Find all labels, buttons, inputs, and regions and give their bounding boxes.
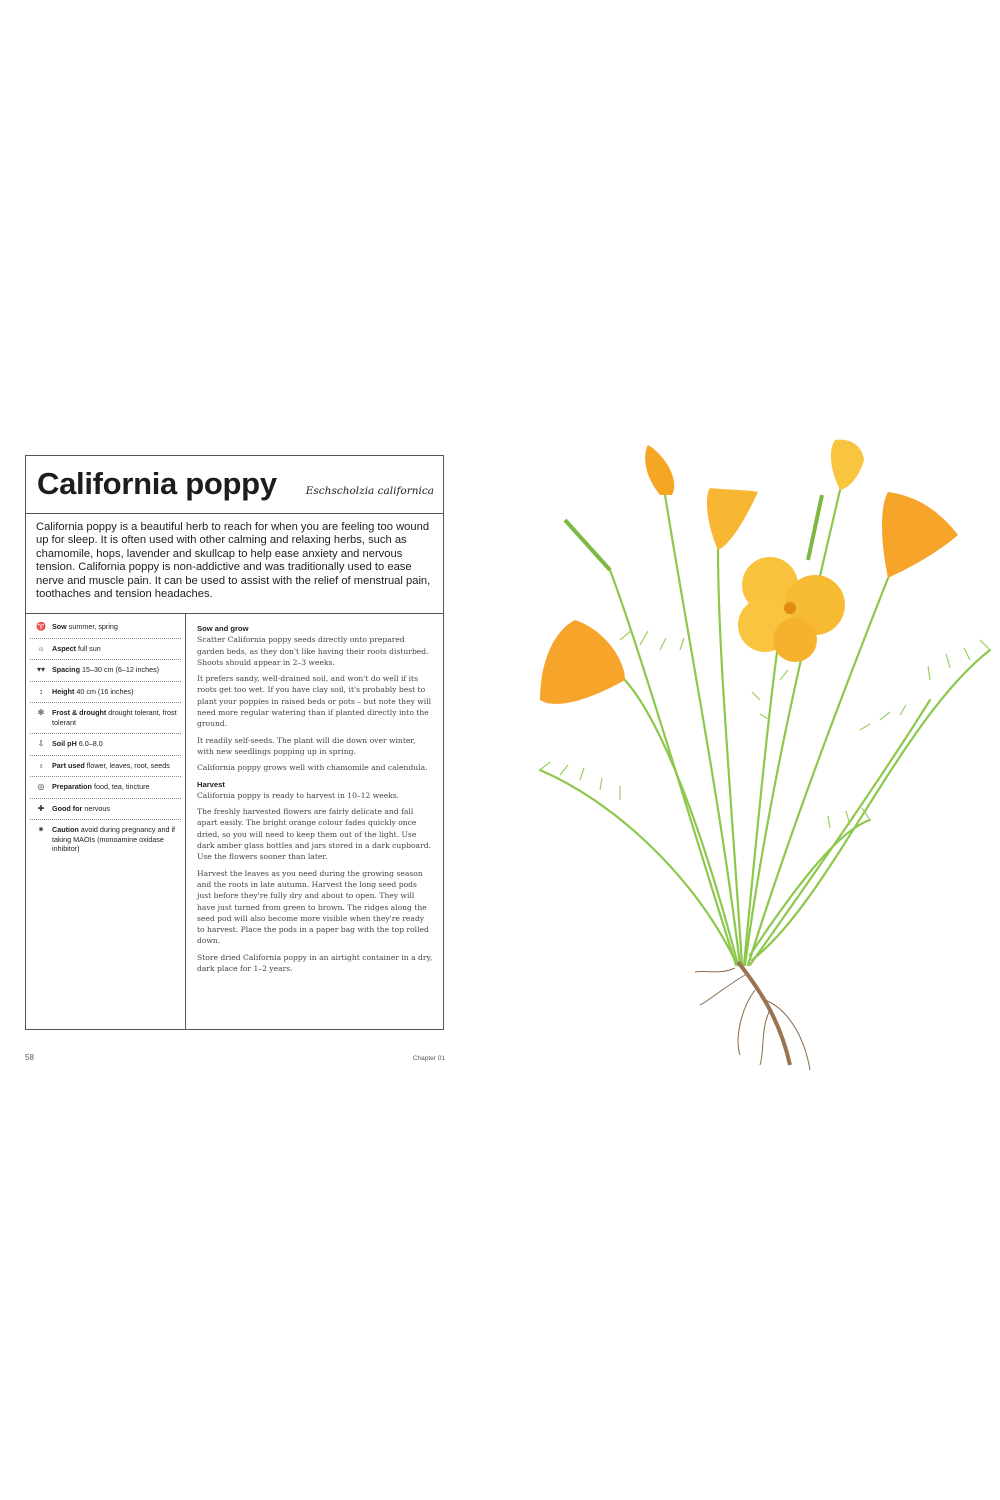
- flower: [540, 620, 625, 704]
- height-icon: ↕: [39, 686, 43, 696]
- cross-icon: ✚: [37, 803, 45, 813]
- fact-text: [52, 761, 170, 771]
- flower: [882, 492, 958, 578]
- leaf-icon: ♁: [38, 760, 44, 770]
- fact-label: Soil pH: [52, 739, 77, 748]
- fact-value: full sun: [77, 643, 101, 653]
- fact-label: Spacing: [52, 665, 80, 674]
- fact-value: summer, spring: [68, 622, 118, 631]
- soil-icon: ⇩: [37, 739, 45, 748]
- fact-value: drought tolerant, frost tolerant: [52, 708, 177, 727]
- fact-value: flower, leaves, root, seeds: [86, 760, 170, 770]
- harvest-paragraph: Harvest the leaves as you need during the growing season and the roots in late autumn. Harvest the long seed pods just before they're fully dry and about to open. They will have just turned from green to brown. The ridges along the seed pod will also become more visible when they're ready to harvest. Place the pods in a paper bag with the top rolled down.: [197, 868, 429, 946]
- fact-label: Good for: [52, 803, 83, 813]
- sow-paragraph: Scatter California poppy seeds directly onto prepared garden beds, as they don't like having their roots disturbed. Shoots should appear in 2–3 weeks.: [197, 635, 429, 667]
- poppy-illustration: [520, 430, 1000, 1080]
- flowers: [540, 440, 958, 704]
- roots: [695, 962, 810, 1070]
- sun-icon: ☼: [37, 643, 45, 653]
- fact-value: nervous: [84, 803, 110, 813]
- fact-row: [30, 660, 181, 682]
- latin-name: Eschscholzia californica: [305, 485, 434, 497]
- body-text: [186, 614, 443, 1029]
- fact-label: Caution: [52, 825, 79, 834]
- fact-label: Aspect: [52, 643, 76, 653]
- fact-label: Height: [52, 686, 75, 696]
- fact-label: Preparation: [52, 782, 92, 791]
- fact-value: 15–30 cm (6–12 inches): [81, 665, 160, 674]
- fact-value: avoid during pregnancy and if taking MAOIs (monoamine oxidase inhibitor): [52, 825, 176, 853]
- facts-list: [26, 614, 186, 1029]
- fact-row: [30, 734, 181, 756]
- harvest-paragraph: Store dried California poppy in an airtight container in a dry, dark place for 1–2 years.: [197, 952, 433, 974]
- chapter-label: Chapter 01: [412, 1055, 445, 1062]
- intro-paragraph: California poppy is a beautiful herb to reach for when you are feeling too wound up for sleep. It is often used with other calming and relaxing herbs, such as chamomile, hops, lavender and skullcap to help ease anxiety and nervous tension. California poppy is non-addictive and was traditionally used to ease nerve and muscle pain. It can be used to assist with the relief of menstrual pain, toothaches and tension headaches.: [26, 514, 443, 614]
- flower-open: [738, 557, 845, 662]
- title-row: [26, 456, 443, 514]
- caution-icon: ✷: [37, 825, 45, 834]
- sow-heading: Sow and grow: [197, 624, 249, 633]
- harvest-paragraph: The freshly harvested flowers are fairly delicate and fall apart easily. The bright orange colour fades quickly once dried, so you will need to keep them out of the light. Use dark amber glass bottles and jars stored in a dark cupboard. Use the flowers sooner than later.: [197, 807, 431, 862]
- fact-text: [52, 708, 181, 727]
- fact-row: [30, 703, 181, 734]
- page-number: 58: [25, 1053, 34, 1062]
- fact-row: [30, 820, 181, 860]
- fact-label: Sow: [52, 622, 67, 631]
- fact-text: [52, 687, 133, 697]
- fact-row: [30, 799, 181, 821]
- fact-value: food, tea, tincture: [93, 782, 150, 791]
- seed-pod: [808, 495, 822, 560]
- fact-text: [52, 804, 110, 814]
- flower: [831, 440, 864, 490]
- fact-label: Frost & drought: [52, 708, 107, 717]
- fact-text: [52, 665, 159, 675]
- sow-paragraph: It readily self-seeds. The plant will die down over winter, with new seedlings popping up in spring.: [197, 735, 416, 756]
- preparation-icon: ◎: [37, 782, 45, 791]
- sow-icon: ♈: [36, 622, 46, 631]
- fact-value: 40 cm (16 inches): [76, 686, 134, 696]
- fact-text: [52, 825, 181, 854]
- fact-row: [30, 639, 181, 661]
- fact-text: [52, 644, 101, 654]
- fact-row: [30, 777, 181, 799]
- fact-text: [52, 622, 118, 632]
- harvest-paragraph: California poppy is ready to harvest in 10–12 weeks.: [197, 790, 400, 800]
- fact-row: [30, 682, 181, 704]
- plant-profile-card: [25, 455, 444, 1030]
- fact-text: [52, 782, 150, 792]
- fact-row: [30, 617, 181, 639]
- flower-bud: [645, 445, 674, 495]
- fact-value: 6.0–8.0: [78, 739, 103, 748]
- seed-pod: [565, 520, 610, 570]
- fact-label: Part used: [52, 760, 85, 770]
- fact-text: [52, 739, 103, 749]
- fact-row: [30, 756, 181, 778]
- harvest-heading: Harvest: [197, 779, 225, 789]
- page-title: California poppy: [37, 466, 277, 501]
- sow-paragraph: It prefers sandy, well-drained soil, and won't do well if its roots get too wet. If you have clay soil, it's probably best to plant your poppies in raised beds or pots – but note they will need more regular watering than if planted directly into the ground.: [197, 674, 432, 729]
- spacing-icon: ▾▾: [36, 665, 46, 674]
- snowflake-icon: ✻: [37, 708, 45, 717]
- sow-paragraph: California poppy grows well with chamomile and calendula.: [197, 763, 428, 773]
- flower: [707, 488, 758, 550]
